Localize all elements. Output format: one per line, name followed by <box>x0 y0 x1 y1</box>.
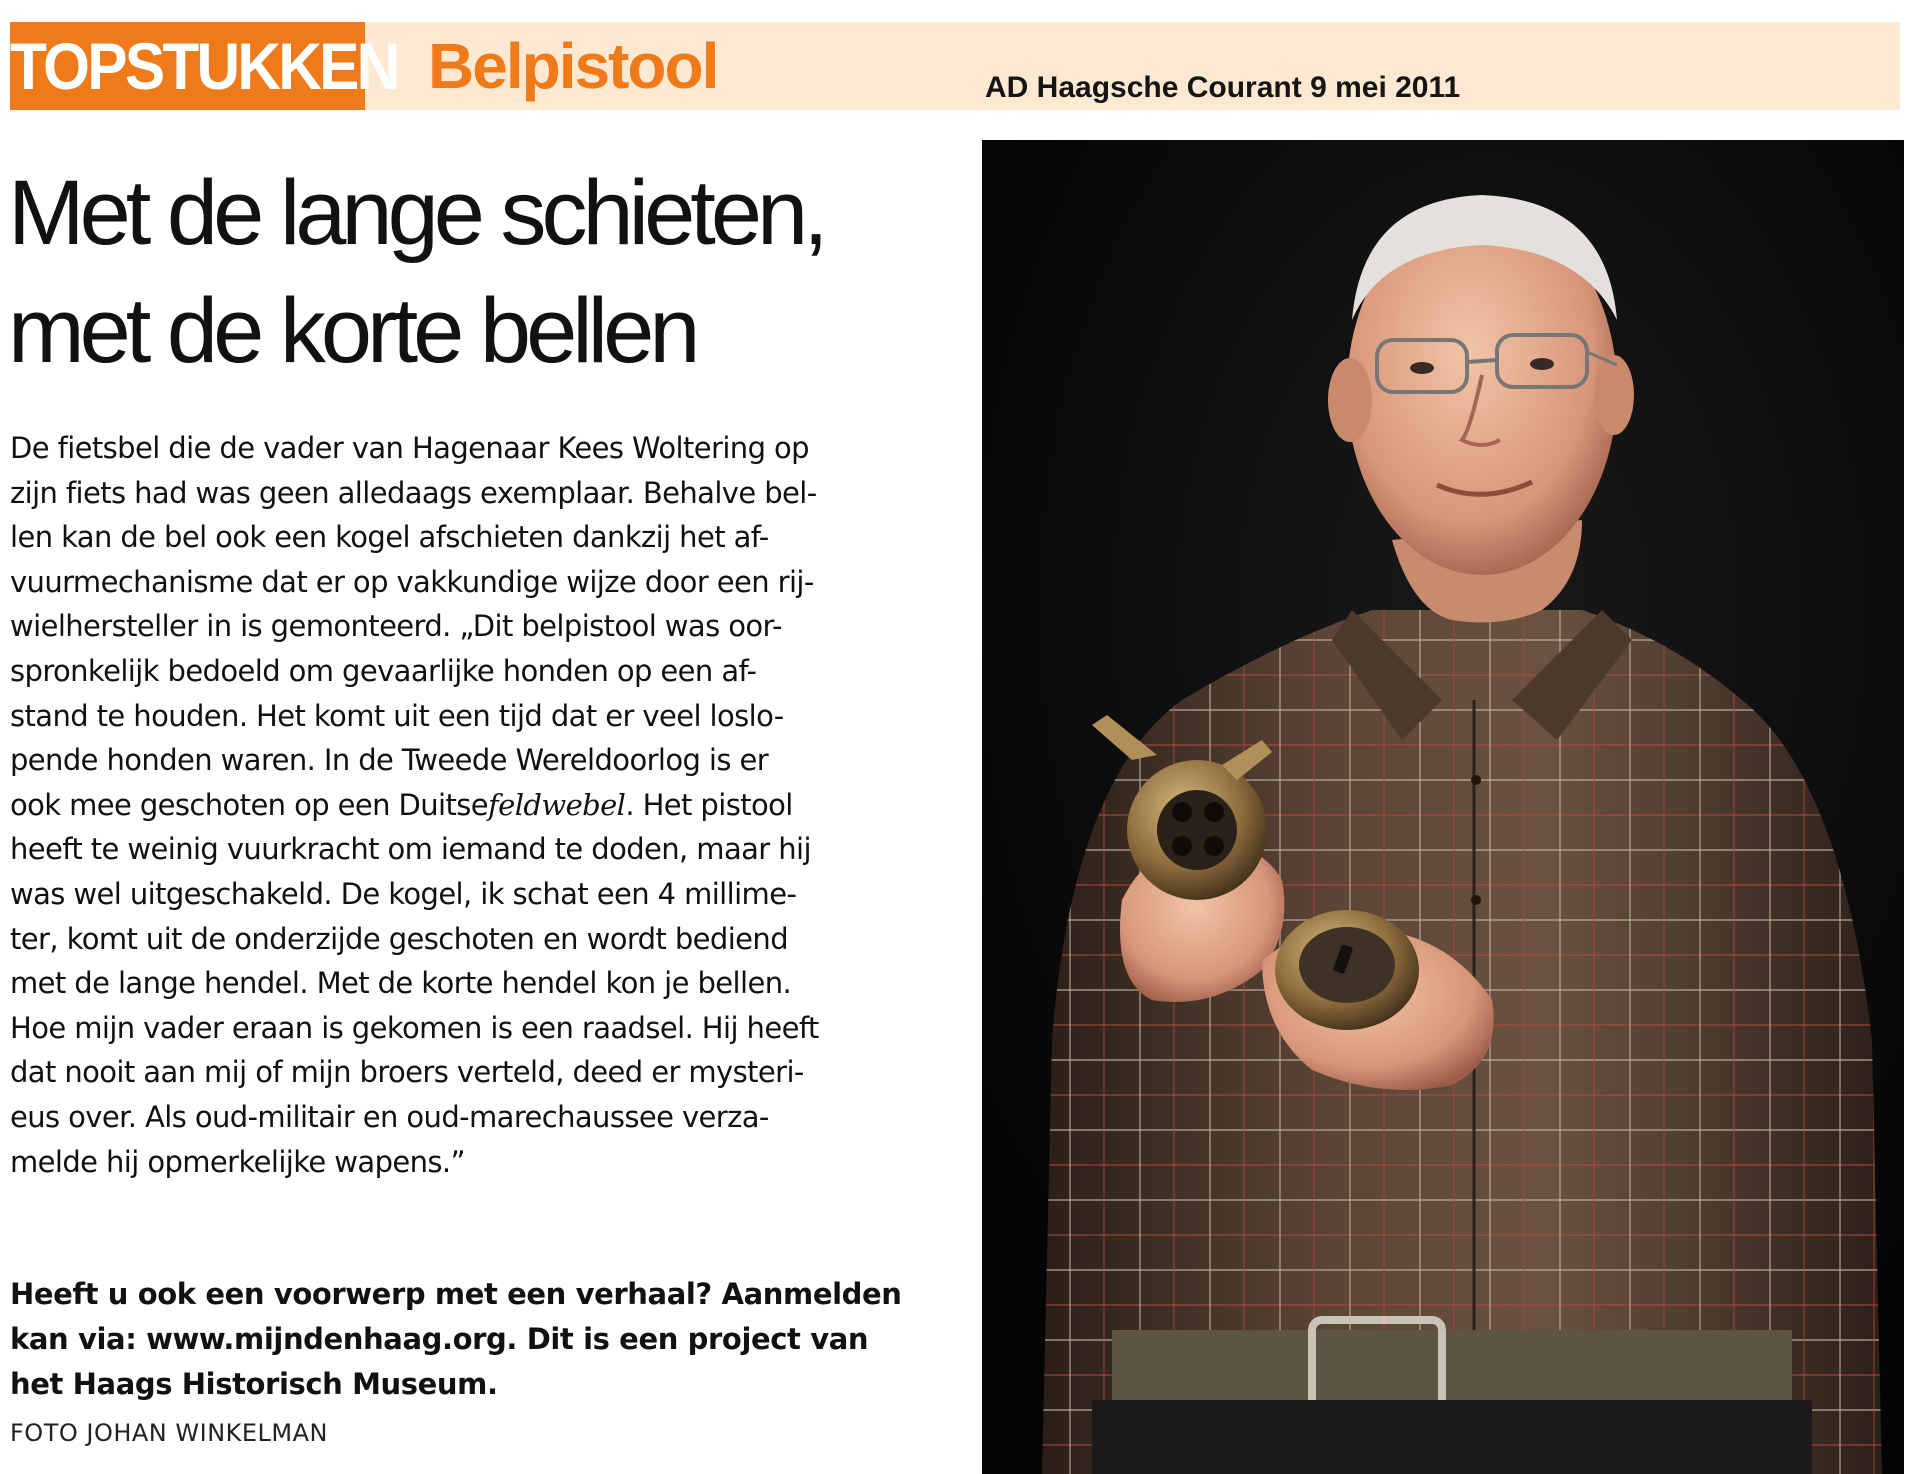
body-line: eus over. Als oud-militair en oud-marechaussee verza- <box>10 1099 769 1134</box>
body-line: spronkelijk bedoeld om gevaarlijke honden op een af- <box>10 653 757 688</box>
headline-line-2: met de korte bellen <box>8 280 696 382</box>
body-line: Hoe mijn vader eraan is gekomen is een raadsel. Hij heeft <box>10 1010 819 1045</box>
body-line: vuurmechanisme dat er op vakkundige wijze door een rij- <box>10 564 814 599</box>
body-line: zijn fiets had was geen alledaags exemplaar. Behalve bel- <box>10 475 817 510</box>
body-line-part: ook mee geschoten op een Duitse <box>10 787 489 822</box>
body-line-part: . Het pistool <box>625 787 793 822</box>
body-line: pende honden waren. In de Tweede Wereldoorlog is er <box>10 743 769 778</box>
body-line: met de lange hendel. Met de korte hendel kon je bellen. <box>10 966 792 1001</box>
section-subtitle: Belpistool <box>428 30 718 102</box>
call-to-action <box>10 1272 940 1407</box>
portrait-photo <box>982 140 1904 1474</box>
source-citation: AD Haagsche Courant 9 mei 2011 <box>985 71 1461 104</box>
callout-line: kan via: www.mijndenhaag.org. Dit is een project van <box>10 1322 869 1356</box>
article-body <box>10 426 930 1184</box>
body-line: len kan de bel ook een kogel afschieten dankzij het af- <box>10 520 769 555</box>
photo-credit: FOTO JOHAN WINKELMAN <box>10 1419 329 1447</box>
body-line: heeft te weinig vuurkracht om iemand te doden, maar hij <box>10 832 811 867</box>
italic-term: feldwebel <box>488 787 626 822</box>
headline <box>8 154 968 390</box>
section-tag: TOPSTUKKEN <box>10 22 365 110</box>
body-line-with-italic <box>10 783 930 828</box>
portrait-illustration <box>982 140 1904 1474</box>
body-line: was wel uitgeschakeld. De kogel, ik schat een 4 millime- <box>10 876 797 911</box>
body-line: melde hij opmerkelijke wapens.” <box>10 1144 465 1179</box>
headline-line-1: Met de lange schieten, <box>8 162 824 264</box>
callout-line: Heeft u ook een voorwerp met een verhaal? Aanmelden <box>10 1277 902 1311</box>
body-line: stand te houden. Het komt uit een tijd dat er veel loslo- <box>10 698 784 733</box>
body-line: dat nooit aan mij of mijn broers verteld, deed er mysteri- <box>10 1055 804 1090</box>
callout-line: het Haags Historisch Museum. <box>10 1367 498 1401</box>
body-line: De fietsbel die de vader van Hagenaar Kees Woltering op <box>10 431 809 465</box>
body-line: wielhersteller in is gemonteerd. „Dit belpistool was oor- <box>10 609 782 644</box>
body-line: ter, komt uit de onderzijde geschoten en wordt bediend <box>10 921 789 956</box>
